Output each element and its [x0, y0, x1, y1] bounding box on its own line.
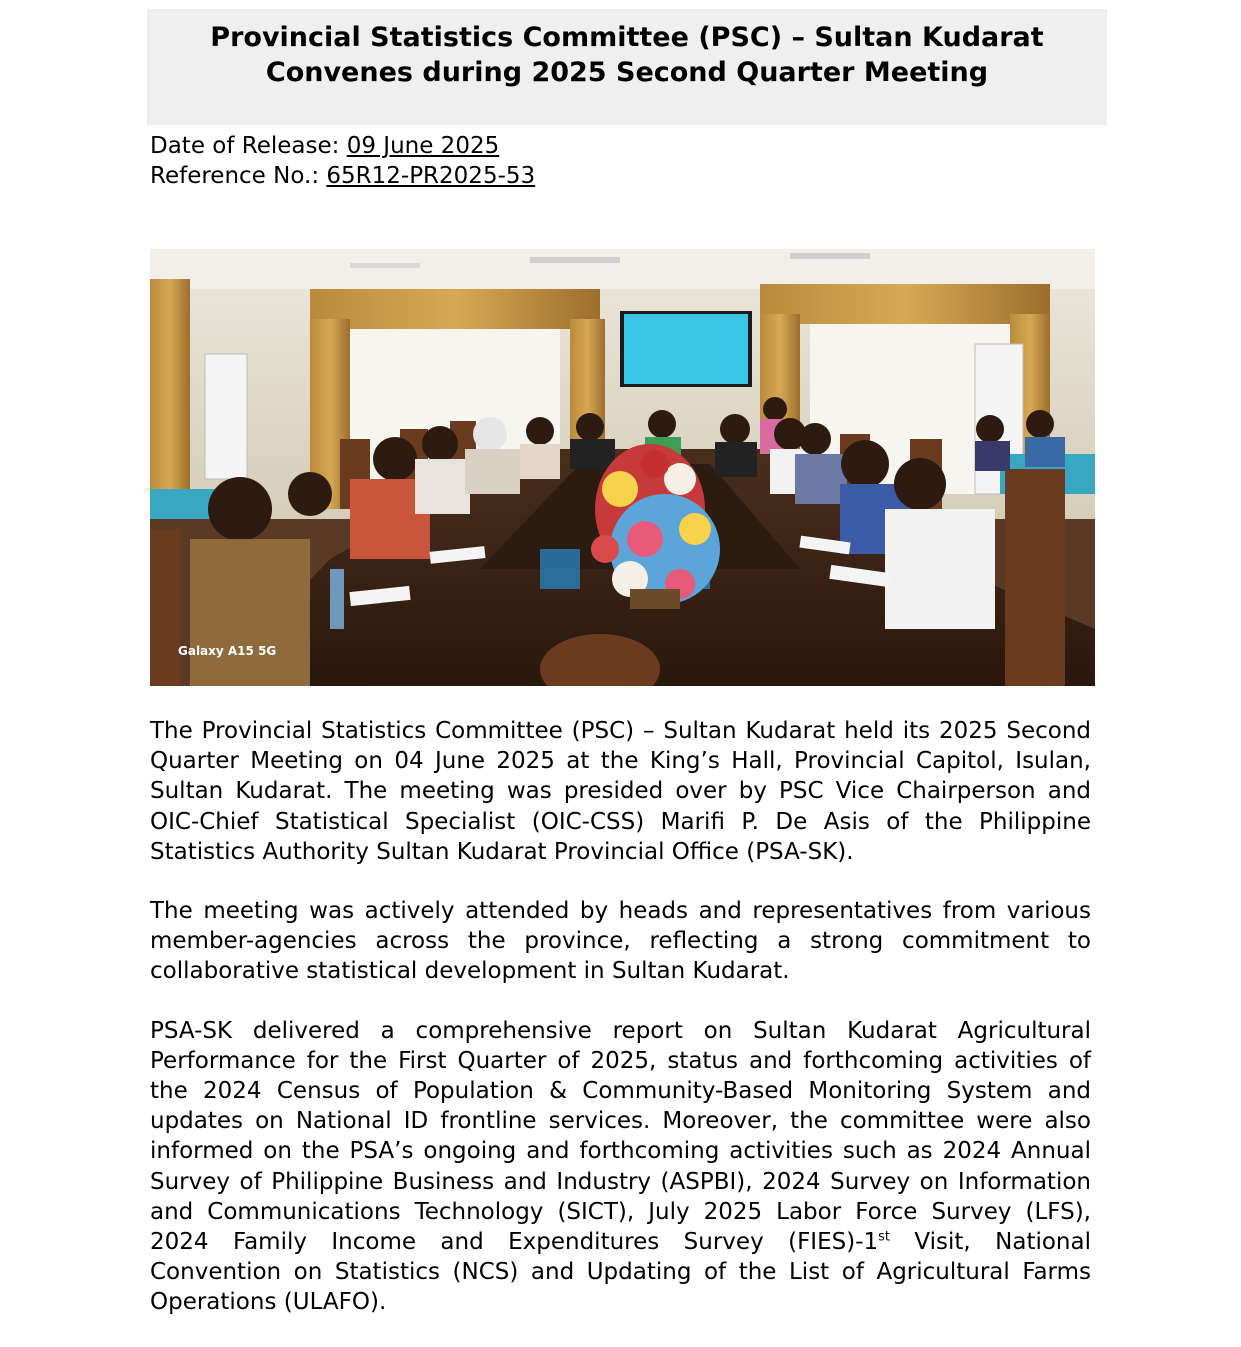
title-line-1: Provincial Statistics Committee (PSC) – Sultan Kudarat [210, 22, 1044, 53]
reference-value: 65R12-PR2025-53 [326, 163, 536, 189]
page-title [147, 9, 1107, 90]
paragraph-2: The meeting was actively attended by heads and representatives from various member-agencies across the province, reflecting a strong commitment to collaborative statistical development in Sultan Kudarat. [150, 898, 1091, 985]
release-date-label: Date of Release: [150, 133, 347, 159]
release-info [150, 131, 535, 191]
title-line-2: Convenes during 2025 Second Quarter Meeting [265, 57, 989, 88]
meeting-photo [150, 249, 1095, 686]
paragraph-3-text-b: Visit, National Convention on Statistics (NCS) and Updating of the List of Agricultural Farms Operations (ULAFO). [150, 1229, 1091, 1316]
paragraph-1: The Provincial Statistics Committee (PSC) – Sultan Kudarat held its 2025 Second Quarter Meeting on 04 June 2025 at the King’s Hall, Provincial Capitol, Isulan, Sultan Kudarat. The meeting was presided over by PSC Vice Chairperson and OIC-Chief Statistical Specialist (OIC-CSS) Marifi P. De Asis of the Philippine Statistics Authority Sultan Kudarat Provincial Office (PSA-SK). [150, 718, 1091, 865]
reference-label: Reference No.: [150, 163, 327, 189]
release-date-value: 09 June 2025 [346, 133, 500, 159]
title-banner [147, 9, 1107, 125]
paragraph-3-text-a: PSA-SK delivered a comprehensive report on Sultan Kudarat Agricultural Performance for the First Quarter of 2025, status and forthcoming activities of the 2024 Census of Population & Community-Based Monitoring System and updates on National ID frontline services. Moreover, the committee were also informed on the PSA’s ongoing and forthcoming activities such as 2024 Annual Survey of Philippine Business and Industry (ASPBI), 2024 Survey on Information and Communications Technology (SICT), July 2025 Labor Force Survey (LFS), 2024 Family Income and Expenditures Survey (FIES)-1 [150, 1017, 1091, 1256]
photo-watermark: Galaxy A15 5G [178, 644, 277, 658]
article-body [150, 716, 1091, 1347]
paragraph-3-superscript: st [878, 1229, 890, 1245]
paragraph-3 [150, 1016, 1091, 1318]
meeting-photo-illustration [150, 249, 1095, 686]
reference-row [150, 161, 535, 191]
release-date-row [150, 131, 535, 161]
